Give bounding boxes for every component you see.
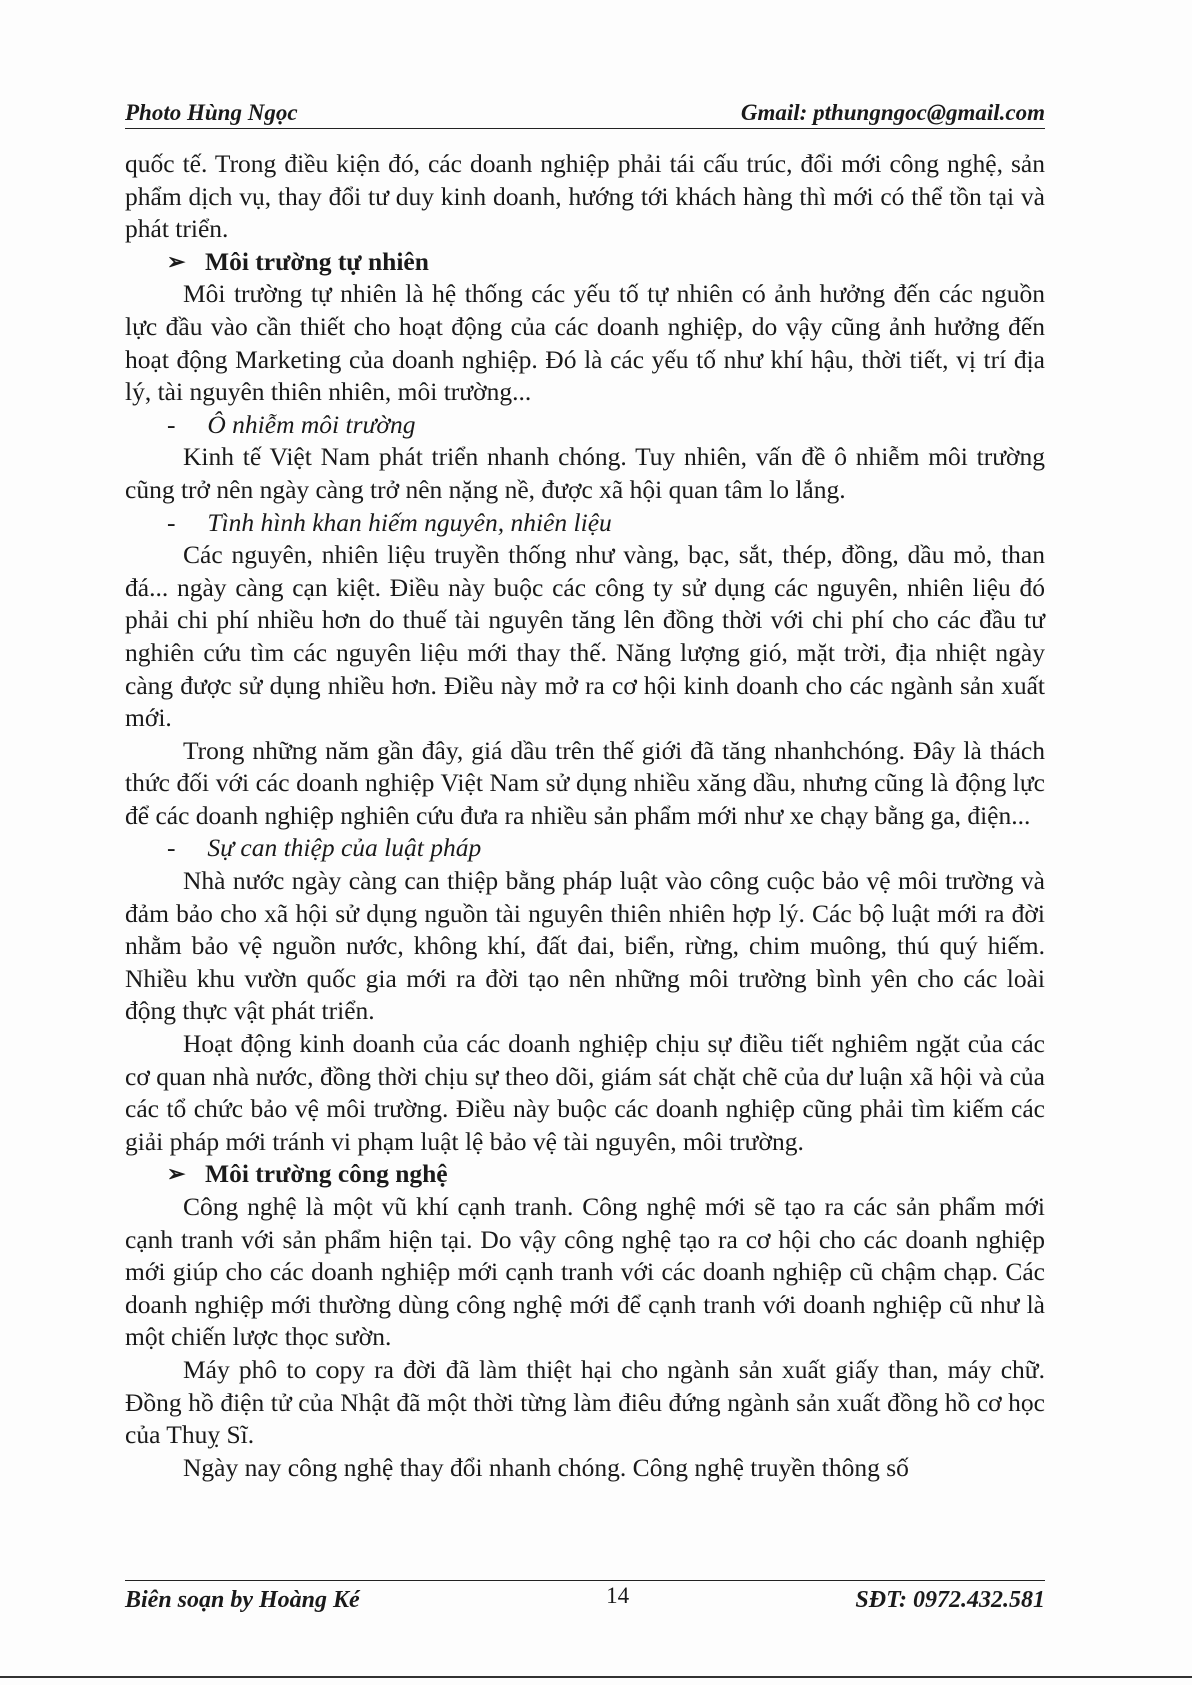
scan-edge-divider <box>0 1676 1192 1678</box>
section-heading-text: Môi trường tự nhiên <box>205 246 429 276</box>
paragraph-5: Trong những năm gần đây, giá dầu trên thế giới đã tăng nhanhchóng. Đây là thách thức đối với các doanh nghiệp Việt Nam sử dụng nhiều xăng dầu, nhưng cũng là động lực để các doanh nghiệp nghiên cứu đưa ra nhiều sản phẩm mới như xe chạy bằng ga, điện... <box>125 735 1045 830</box>
footer-author: Biên soạn by Hoàng Ké <box>125 1587 360 1613</box>
dash-bullet-icon: - <box>167 833 176 863</box>
subheading-law <box>125 832 1045 865</box>
section-heading-text: Môi trường công nghệ <box>205 1159 448 1189</box>
dash-bullet-icon: - <box>167 409 176 439</box>
paragraph-6: Nhà nước ngày càng can thiệp bằng pháp luật vào công cuộc bảo vệ môi trường và đảm bảo cho xã hội sử dụng nguồn tài nguyên thiên nhiên hợp lý. Các bộ luật mới ra đời nhằm bảo vệ nguồn nước, không khí, đất đai, biển, rừng, chim muông, thú quý hiếm. Nhiều khu vườn quốc gia mới ra đời tạo nên những môi trường bình yên cho các loài động thực vật phát triển. <box>125 866 1045 1026</box>
section-heading-technology <box>125 1158 1045 1191</box>
paragraph-9: Máy phô to copy ra đời đã làm thiệt hại cho ngành sản xuất giấy than, máy chữ. Đồng hồ điện tử của Nhật đã một thời từng làm điêu đứng ngành sản xuất đồng hồ cơ học của Thuỵ Sĩ. <box>125 1354 1045 1450</box>
footer-phone: SĐT: 0972.432.581 <box>855 1587 1045 1613</box>
dash-bullet-icon: - <box>167 507 176 537</box>
arrow-bullet-icon: ➢ <box>167 248 186 274</box>
paragraph-3: Kinh tế Việt Nam phát triển nhanh chóng. Tuy nhiên, vấn đề ô nhiễm môi trường cũng trở nên ngày càng trở nên nặng nề, được xã hội quan tâm lo lắng. <box>125 442 1045 504</box>
paragraph-8: Công nghệ là một vũ khí cạnh tranh. Công nghệ mới sẽ tạo ra các sản phẩm mới cạnh tranh với sản phẩm hiện tại. Do vậy công nghệ tạo ra cơ hội cho các doanh nghiệp mới giúp cho các doanh nghiệp mới cạnh tranh với các doanh nghiệp cũ chậm chạp. Các doanh nghiệp mới thường dùng công nghệ mới để cạnh tranh với doanh nghiệp cũ như là một chiến lược thọc sườn. <box>125 1192 1045 1352</box>
paragraph-10: Ngày nay công nghệ thay đổi nhanh chóng. Công nghệ truyền thông số <box>183 1452 909 1482</box>
header-email: Gmail: pthungngoc@gmail.com <box>740 100 1045 125</box>
subheading-scarcity <box>125 507 1045 540</box>
page-header <box>125 92 1045 129</box>
paragraph-7: Hoạt động kinh doanh của các doanh nghiệp chịu sự điều tiết nghiêm ngặt của các cơ quan nhà nước, đồng thời chịu sự theo dõi, giám sát chặt chẽ của dư luận xã hội và của các tổ chức bảo vệ môi trường. Điều này buộc các doanh nghiệp cũng phải tìm kiếm các giải pháp mới tránh vi phạm luật lệ bảo vệ tài nguyên, môi trường. <box>125 1029 1045 1156</box>
subheading-pollution <box>125 409 1045 442</box>
section-heading-natural-environment <box>125 246 1045 279</box>
arrow-bullet-icon: ➢ <box>167 1161 186 1187</box>
page-number: 14 <box>606 1583 630 1608</box>
subheading-text: Sự can thiệp của luật pháp <box>207 833 482 863</box>
subheading-text: Tình hình khan hiếm nguyên, nhiên liệu <box>207 507 612 537</box>
paragraph-2: Môi trường tự nhiên là hệ thống các yếu tố tự nhiên có ảnh hưởng đến các nguồn lực đầu vào cần thiết cho hoạt động của các doanh nghiệp, do vậy cũng ảnh hưởng đến hoạt động Marketing của doanh nghiệp. Đó là các yếu tố như khí hậu, thời tiết, vị trí địa lý, tài nguyên thiên nhiên, môi trường... <box>125 279 1045 407</box>
paragraph-4: Các nguyên, nhiên liệu truyền thống như vàng, bạc, sắt, thép, đồng, dầu mỏ, than đá... ngày càng cạn kiệt. Điều này buộc các công ty sử dụng các nguyên, nhiên liệu đó phải chi phí nhiều hơn do thuế tài nguyên tăng lên đồng thời với chi phí cho các đầu tư nghiên cứu tìm các nguyên liệu mới thay thế. Năng lượng gió, mặt trời, địa nhiệt ngày càng được sử dụng nhiều hơn. Điều này mở ra cơ hội kinh doanh cho các ngành sản xuất mới. <box>125 540 1045 733</box>
header-left-text: Photo Hùng Ngọc <box>125 100 298 125</box>
subheading-text: Ô nhiễm môi trường <box>207 409 416 439</box>
paragraph-1: quốc tế. Trong điều kiện đó, các doanh nghiệp phải tái cấu trúc, đổi mới công nghệ, sản phẩm dịch vụ, thay đổi tư duy kinh doanh, hướng tới khách hàng thì mới có thể tồn tại và phát triển. <box>125 149 1045 244</box>
page-content <box>125 148 1045 1484</box>
page-footer <box>125 1580 1045 1627</box>
